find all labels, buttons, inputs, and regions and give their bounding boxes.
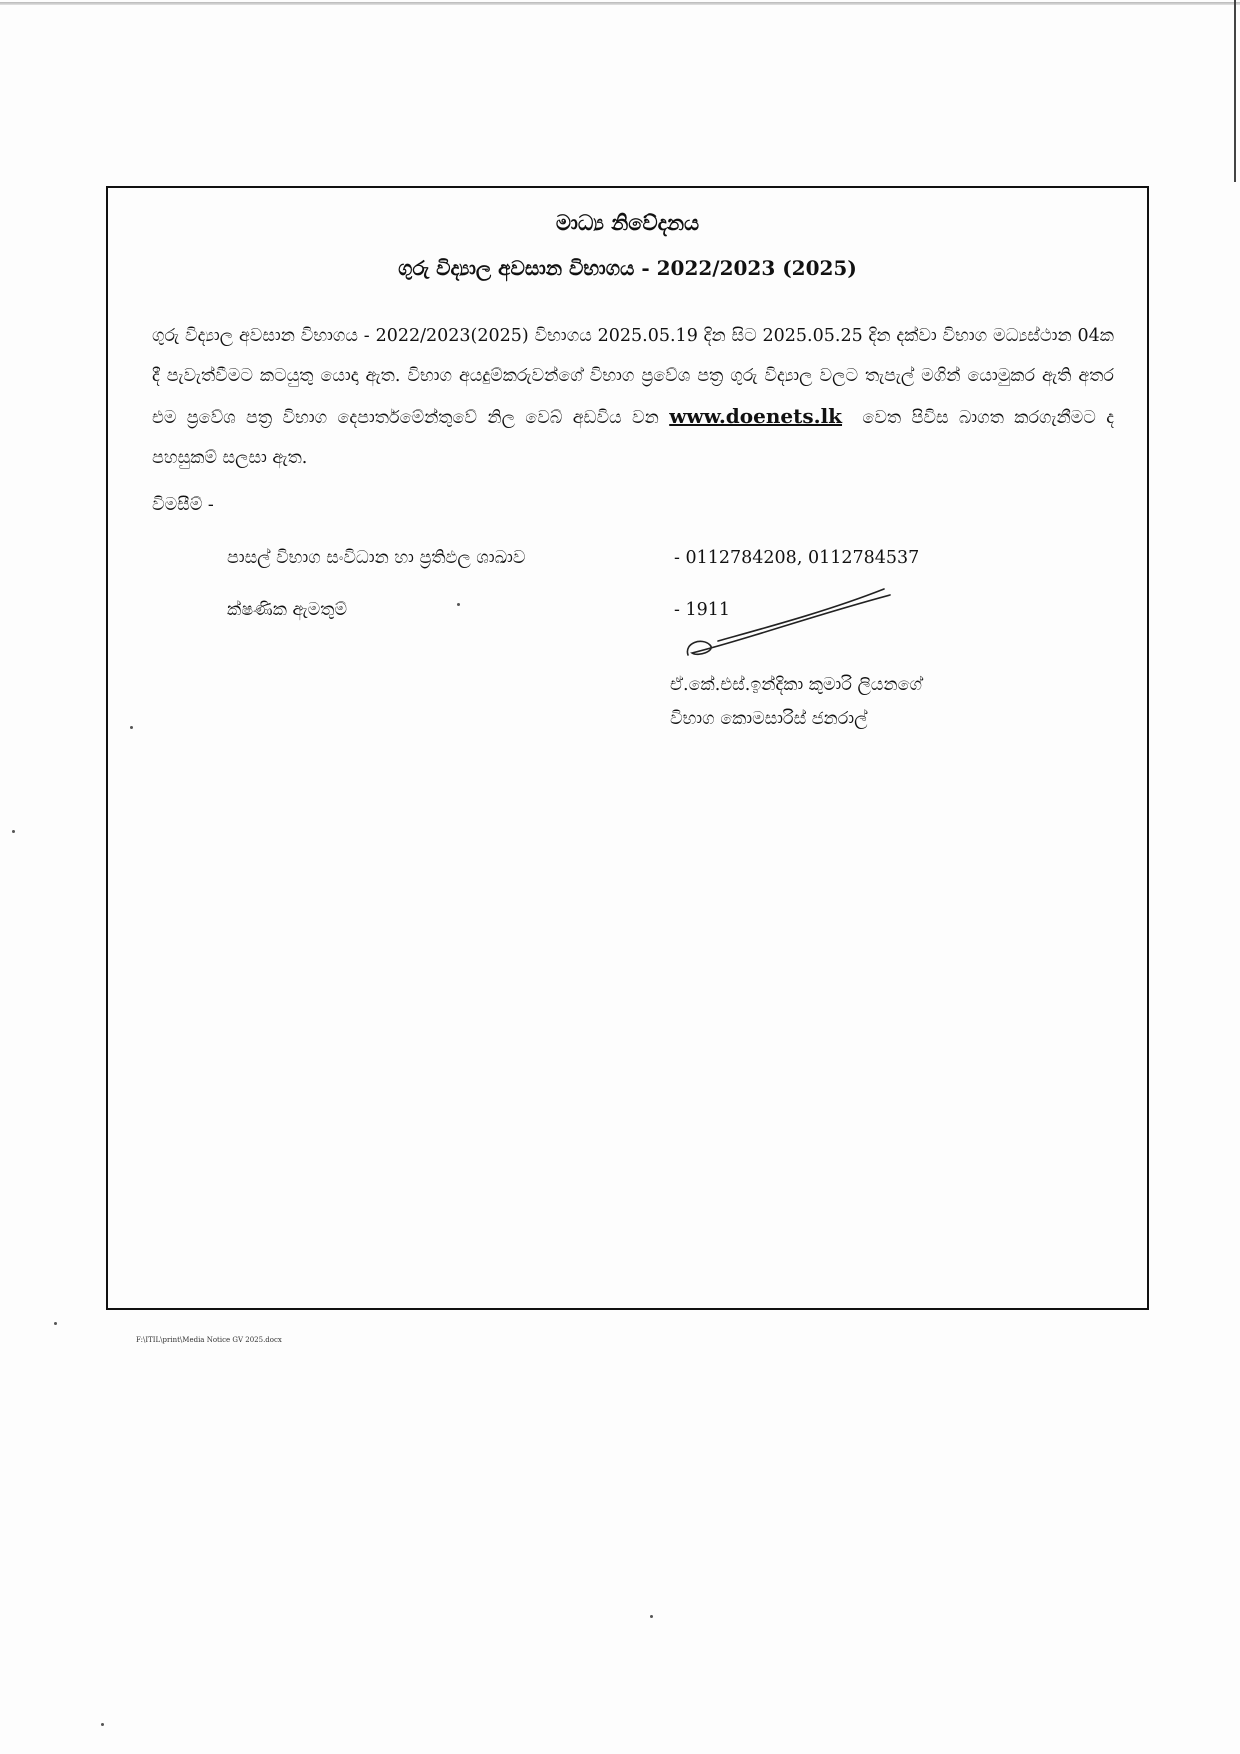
inquiries-label: විමසීම් - — [152, 495, 214, 515]
scan-edge-top — [0, 2, 1240, 5]
contact-name-hotline: ක්ෂණික ඇමතුම් — [227, 600, 348, 620]
scan-edge-right — [1234, 0, 1236, 182]
website-link[interactable]: www.doenets.lk — [669, 404, 843, 428]
contact-phone-hotline: - 1911 — [674, 600, 731, 620]
file-path-footer: F:\ITIL\print\Media Notice GV 2025.docx — [136, 1336, 282, 1344]
signature-mark — [658, 583, 898, 663]
notice-box — [106, 186, 1149, 1310]
notice-title: මාධ්‍ය නිවේදනය — [555, 210, 700, 235]
signer-name: ඒ.කේ.එස්.ඉන්දිකා කුමාරි ලියනගේ — [670, 675, 923, 695]
body-outro: වෙත පිවිස බාගත කරගැනීමට ද පහසුකම් සලසා ඇත. — [152, 408, 1114, 468]
scan-speck — [12, 830, 15, 833]
body-intro: ගුරු විද්‍යාල අවසාන විභාගය - 2022/2023(2025) විභාගය 2025.05.19 දින සිට 2025.05.25 දින දක්වා විභාග මධ්‍යස්ථාන 04ක දී පැවැත්වීමට කටයුතු යොදා ඇත. විභාග අයදුම්කරුවන්ගේ විභාග ප්‍රවේශ පත්‍ර ගුරු විද්‍යාල වලට තැපැල් මගින් යොමුකර ඇති අතර එම ප්‍රවේශ පත්‍ර විභාග දෙපාර්තමේන්තුවේ නිල වෙබ් අඩවිය වන — [152, 326, 1114, 428]
scan-speck — [101, 1723, 104, 1726]
contact-name-results-branch: පාසල් විභාග සංවිධාන හා ප්‍රතිඵල ශාඛාව — [227, 548, 526, 568]
signer-title: විභාග කොමසාරිස් ජනරාල් — [670, 709, 868, 729]
notice-body — [152, 316, 1114, 478]
notice-subtitle: ගුරු විද්‍යාල අවසාන විභාගය - 2022/2023 (2025) — [398, 256, 857, 280]
scan-speck — [650, 1615, 653, 1618]
scan-speck — [54, 1322, 57, 1325]
contact-phone-results-branch: - 0112784208, 0112784537 — [674, 548, 920, 568]
